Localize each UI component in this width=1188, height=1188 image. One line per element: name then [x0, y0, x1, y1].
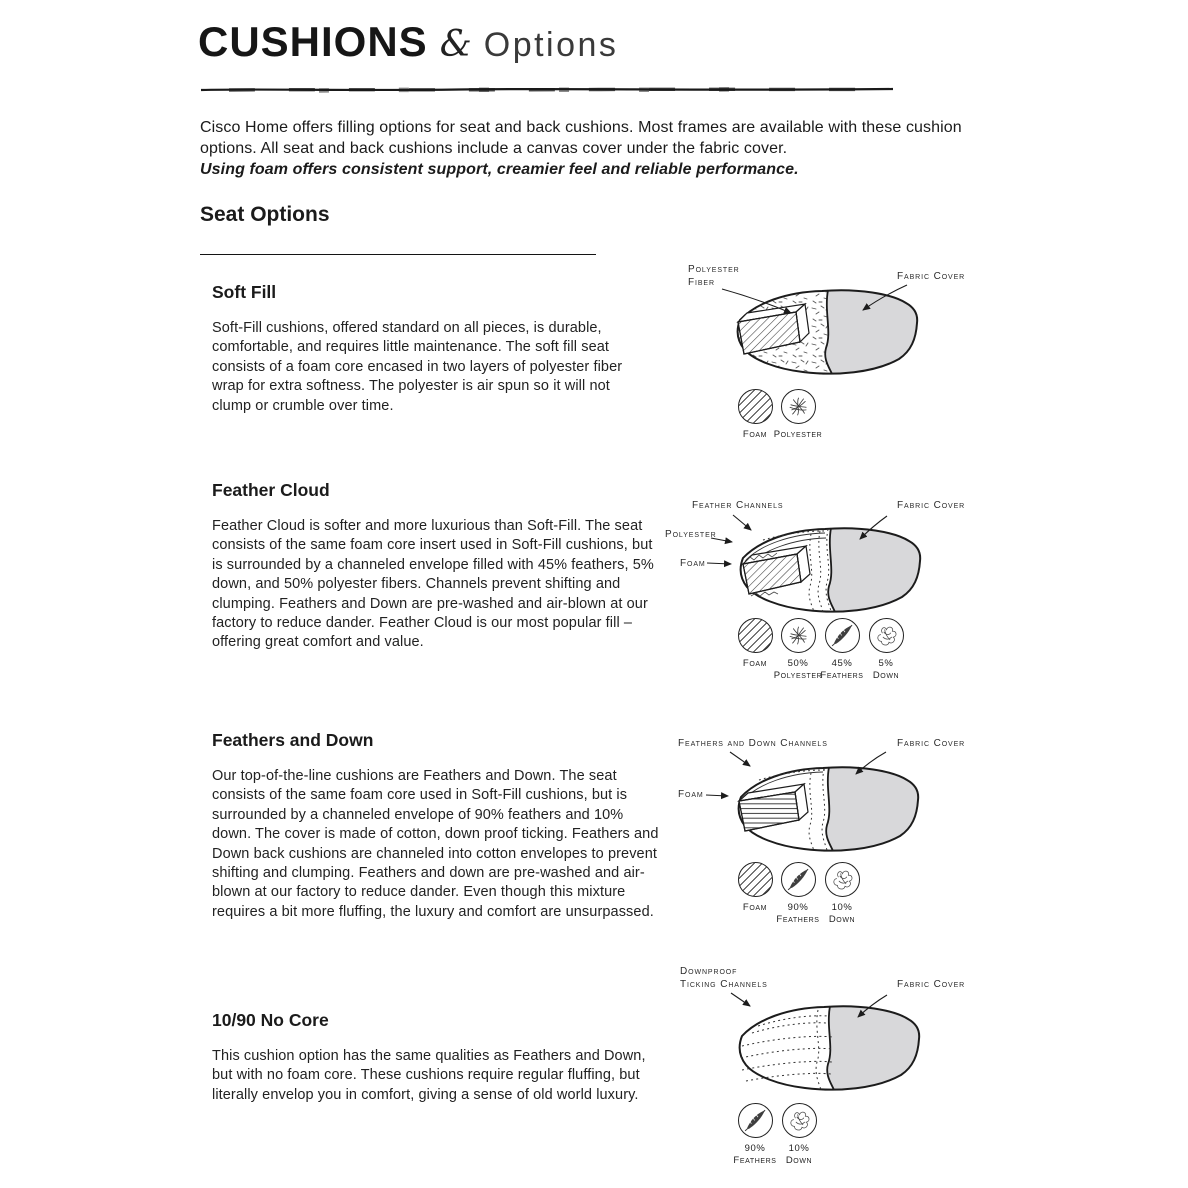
channels-label-line2: Ticking Channels	[680, 979, 768, 990]
fabric-cover-label: Fabric Cover	[897, 979, 966, 990]
down-tangle-icon	[869, 618, 904, 653]
legend-caption-line2: Polyester	[773, 669, 823, 681]
legend-caption-line1: 45%	[831, 658, 853, 669]
feathers-and-down-diagram	[655, 735, 995, 933]
polyester-fiber-label-line2: Fiber	[688, 277, 715, 288]
no-core-body: This cushion option has the same qualities as Feathers and Down, but with no foam core. These cushions require regular fluffing, but literally envelop you in comfort, giving a sense of old world luxury.	[212, 1048, 646, 1103]
feathers-down-channels-label: Feathers and Down Channels	[678, 738, 828, 749]
intro-paragraph	[200, 117, 1000, 180]
page-title	[198, 18, 618, 66]
intro-text: Cisco Home offers filling options for seat and back cushions. Most frames are available with these cushion options. All seat and back cushions include a canvas cover under the fabric cover.	[200, 119, 962, 157]
feather-channels-label: Feather Channels	[692, 500, 784, 511]
legend-caption-line1: 90%	[787, 902, 809, 913]
polyester-tangle-icon	[781, 389, 816, 424]
channels-label-line1: Downproof	[680, 966, 738, 977]
foam-arrow	[706, 795, 728, 796]
legend-caption-line2: Down	[785, 1154, 813, 1166]
channels-arrow	[731, 993, 750, 1006]
feather-cloud-diagram	[655, 498, 995, 693]
fabric-cover-label: Fabric Cover	[897, 738, 966, 749]
legend-item-polyester	[766, 389, 830, 441]
down-tangle-icon	[825, 862, 860, 897]
legend-item-down	[767, 1103, 831, 1166]
legend-caption-line2: Down	[872, 669, 900, 681]
polyester-fiber-label-line1: Polyester	[688, 264, 740, 275]
polyester-label: Polyester	[665, 529, 717, 540]
foam-arrow	[707, 563, 731, 564]
feathers-and-down-body: Our top-of-the-line cushions are Feathers and Down. The seat consists of the same foam core used in Soft-Fill cushions, but is surrounded by a channeled envelope of 90% feathers and 10% down. The cover is made of cotton, down proof ticking. Feathers and Down back cushions are channeled into cotton envelopes to prevent shifting and clumping. Feathers and down are pre-washed and air-blown at our factory to reduce dander. Even though this mixture requires a bit more fluffing, the luxury and comfort are unsurpassed.	[212, 768, 659, 920]
soft-fill-body: Soft-Fill cushions, offered standard on all pieces, is durable, comfortable, and requires little maintenance. The soft fill seat consists of a foam core encased in two layers of polyester fiber wrap for extra softness. The polyester is air spun so it will not clump or crumble over time.	[212, 320, 623, 414]
legend-caption-line1: 50%	[787, 658, 809, 669]
soft-fill-diagram	[660, 258, 995, 453]
foam-label: Foam	[678, 789, 704, 800]
foam-label: Foam	[680, 558, 706, 569]
legend-caption	[854, 658, 918, 681]
feathers-and-down-heading: Feathers and Down	[212, 730, 374, 750]
no-core-heading: 10/90 No Core	[212, 1010, 329, 1030]
fabric-cover-label: Fabric Cover	[897, 271, 966, 282]
fabric-cover-label: Fabric Cover	[897, 500, 966, 511]
feather-cloud-body: Feather Cloud is softer and more luxurious than Soft-Fill. The seat consists of the same foam core insert used in Soft-Fill cushions, but is surrounded by a channeled envelope filled with 45% feathers, 5% down, and 50% polyester fibers. Channels prevent shifting and clumping. Feathers and Down are pre-washed and air-blown at our factory to reduce dander. Feather Cloud is our most popular fill – offering great comfort and value.	[212, 518, 654, 651]
legend-caption-line2: Feathers	[733, 1154, 777, 1166]
legend-caption-line2: Down	[828, 913, 856, 925]
legend-caption: Polyester	[773, 429, 823, 440]
polyester-arrow	[711, 538, 732, 542]
legend-caption-line1: 5%	[878, 658, 894, 669]
no-core-diagram	[655, 962, 995, 1177]
legend-caption-line1: 10%	[788, 1143, 810, 1154]
intro-emphasis: Using foam offers consistent support, creamier feel and reliable performance.	[200, 161, 799, 178]
legend-caption	[810, 902, 874, 925]
feather-channels-arrow	[733, 515, 751, 530]
title-secondary: Options	[483, 26, 619, 64]
legend-caption: Foam	[742, 902, 768, 913]
legend-caption-line1: 90%	[744, 1143, 766, 1154]
legend-caption-line2: Feathers	[776, 913, 820, 925]
legend-caption	[767, 1143, 831, 1166]
legend-caption: Foam	[742, 429, 768, 440]
soft-fill-heading: Soft Fill	[212, 282, 277, 302]
legend-item-down	[854, 618, 918, 681]
section-divider	[200, 254, 596, 255]
channels-arrow	[730, 752, 750, 766]
legend-caption-line1: 10%	[831, 902, 853, 913]
feather-cloud-heading: Feather Cloud	[212, 480, 330, 500]
seat-options-heading: Seat Options	[200, 203, 330, 226]
title-ampersand: &	[439, 24, 472, 65]
legend-item-down	[810, 862, 874, 925]
title-main: CUSHIONS	[198, 18, 428, 65]
legend-caption: Foam	[742, 658, 768, 669]
down-tangle-icon	[782, 1103, 817, 1138]
title-underline	[199, 84, 895, 96]
legend-caption-line2: Feathers	[820, 669, 864, 681]
